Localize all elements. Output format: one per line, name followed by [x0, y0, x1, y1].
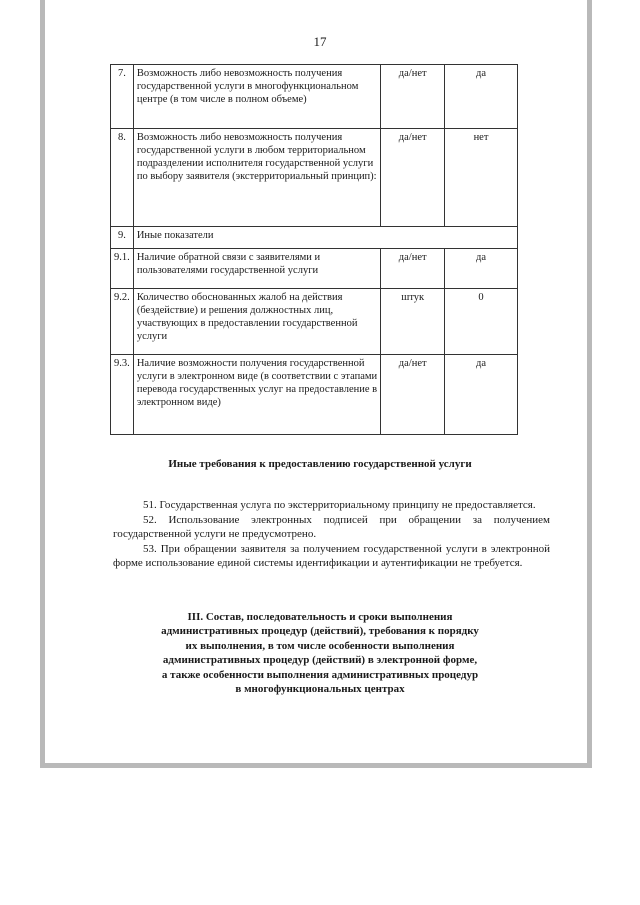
row-unit: да/нет — [381, 249, 445, 289]
chapter-heading-line: их выполнения, в том числе особенности выполнения — [185, 639, 455, 652]
row-description: Возможность либо невозможность получения государственной услуги в любом территориальном подразделении исполнителя государственной услуги по выбору заявителя (экстерриториальный принцип): — [133, 129, 381, 227]
chapter-heading-line: административных процедур (действий), требования к порядку — [161, 625, 479, 638]
chapter-heading-line: III. Состав, последовательность и сроки выполнения — [187, 611, 453, 623]
row-description: Иные показатели — [133, 227, 517, 249]
row-unit: штук — [381, 289, 445, 355]
row-unit: да/нет — [381, 65, 445, 129]
row-value: нет — [445, 129, 518, 227]
paragraphs — [113, 498, 550, 571]
chapter-heading — [140, 610, 500, 696]
table-row — [111, 227, 518, 249]
table-row — [111, 355, 518, 435]
row-number: 9.3. — [111, 355, 134, 435]
table-row — [111, 129, 518, 227]
row-unit: да/нет — [381, 355, 445, 435]
paragraph-51: 51. Государственная услуга по экстерриториальному принципу не предоставляется. — [143, 499, 536, 511]
row-value: да — [445, 355, 518, 435]
row-value: да — [445, 249, 518, 289]
row-value: 0 — [445, 289, 518, 355]
indicators-table — [110, 64, 518, 435]
table-row — [111, 289, 518, 355]
row-unit: да/нет — [381, 129, 445, 227]
chapter-heading-line: административных процедур (действий) в электронной форме, — [162, 654, 478, 667]
chapter-heading-line: в многофункциональных центрах — [235, 683, 405, 696]
section-heading: Иные требования к предоставлению государственной услуги — [168, 458, 472, 470]
row-number: 9.1. — [111, 249, 134, 289]
row-number: 7. — [111, 65, 134, 129]
table-row — [111, 65, 518, 129]
row-description: Наличие возможности получения государственной услуги в электронном виде (в соответствии с этапами перевода государственных услуг на предоставление в электронном виде) — [133, 355, 381, 435]
row-description: Количество обоснованных жалоб на действия (бездействие) и решения должностных лиц, участвующих в предоставлении государственной услуги — [133, 289, 381, 355]
row-description: Возможность либо невозможность получения государственной услуги в многофункциональном центре (в том числе в полном объеме) — [133, 65, 381, 129]
row-number: 9.2. — [111, 289, 134, 355]
row-number: 9. — [111, 227, 134, 249]
paragraph-52: 52. Использование электронных подписей при обращении за получением государственной услуги не предусмотрено. — [113, 513, 550, 540]
row-number: 8. — [111, 129, 134, 227]
chapter-heading-line: а также особенности выполнения административных процедур — [161, 668, 479, 681]
row-value: да — [445, 65, 518, 129]
table-row — [111, 249, 518, 289]
row-description: Наличие обратной связи с заявителями и пользователями государственной услуги — [133, 249, 381, 289]
paragraph-53: 53. При обращении заявителя за получением государственной услуги в электронной форме использование единой системы идентификации и аутентификации не требуется. — [113, 542, 550, 569]
page-number: 17 — [313, 34, 327, 49]
